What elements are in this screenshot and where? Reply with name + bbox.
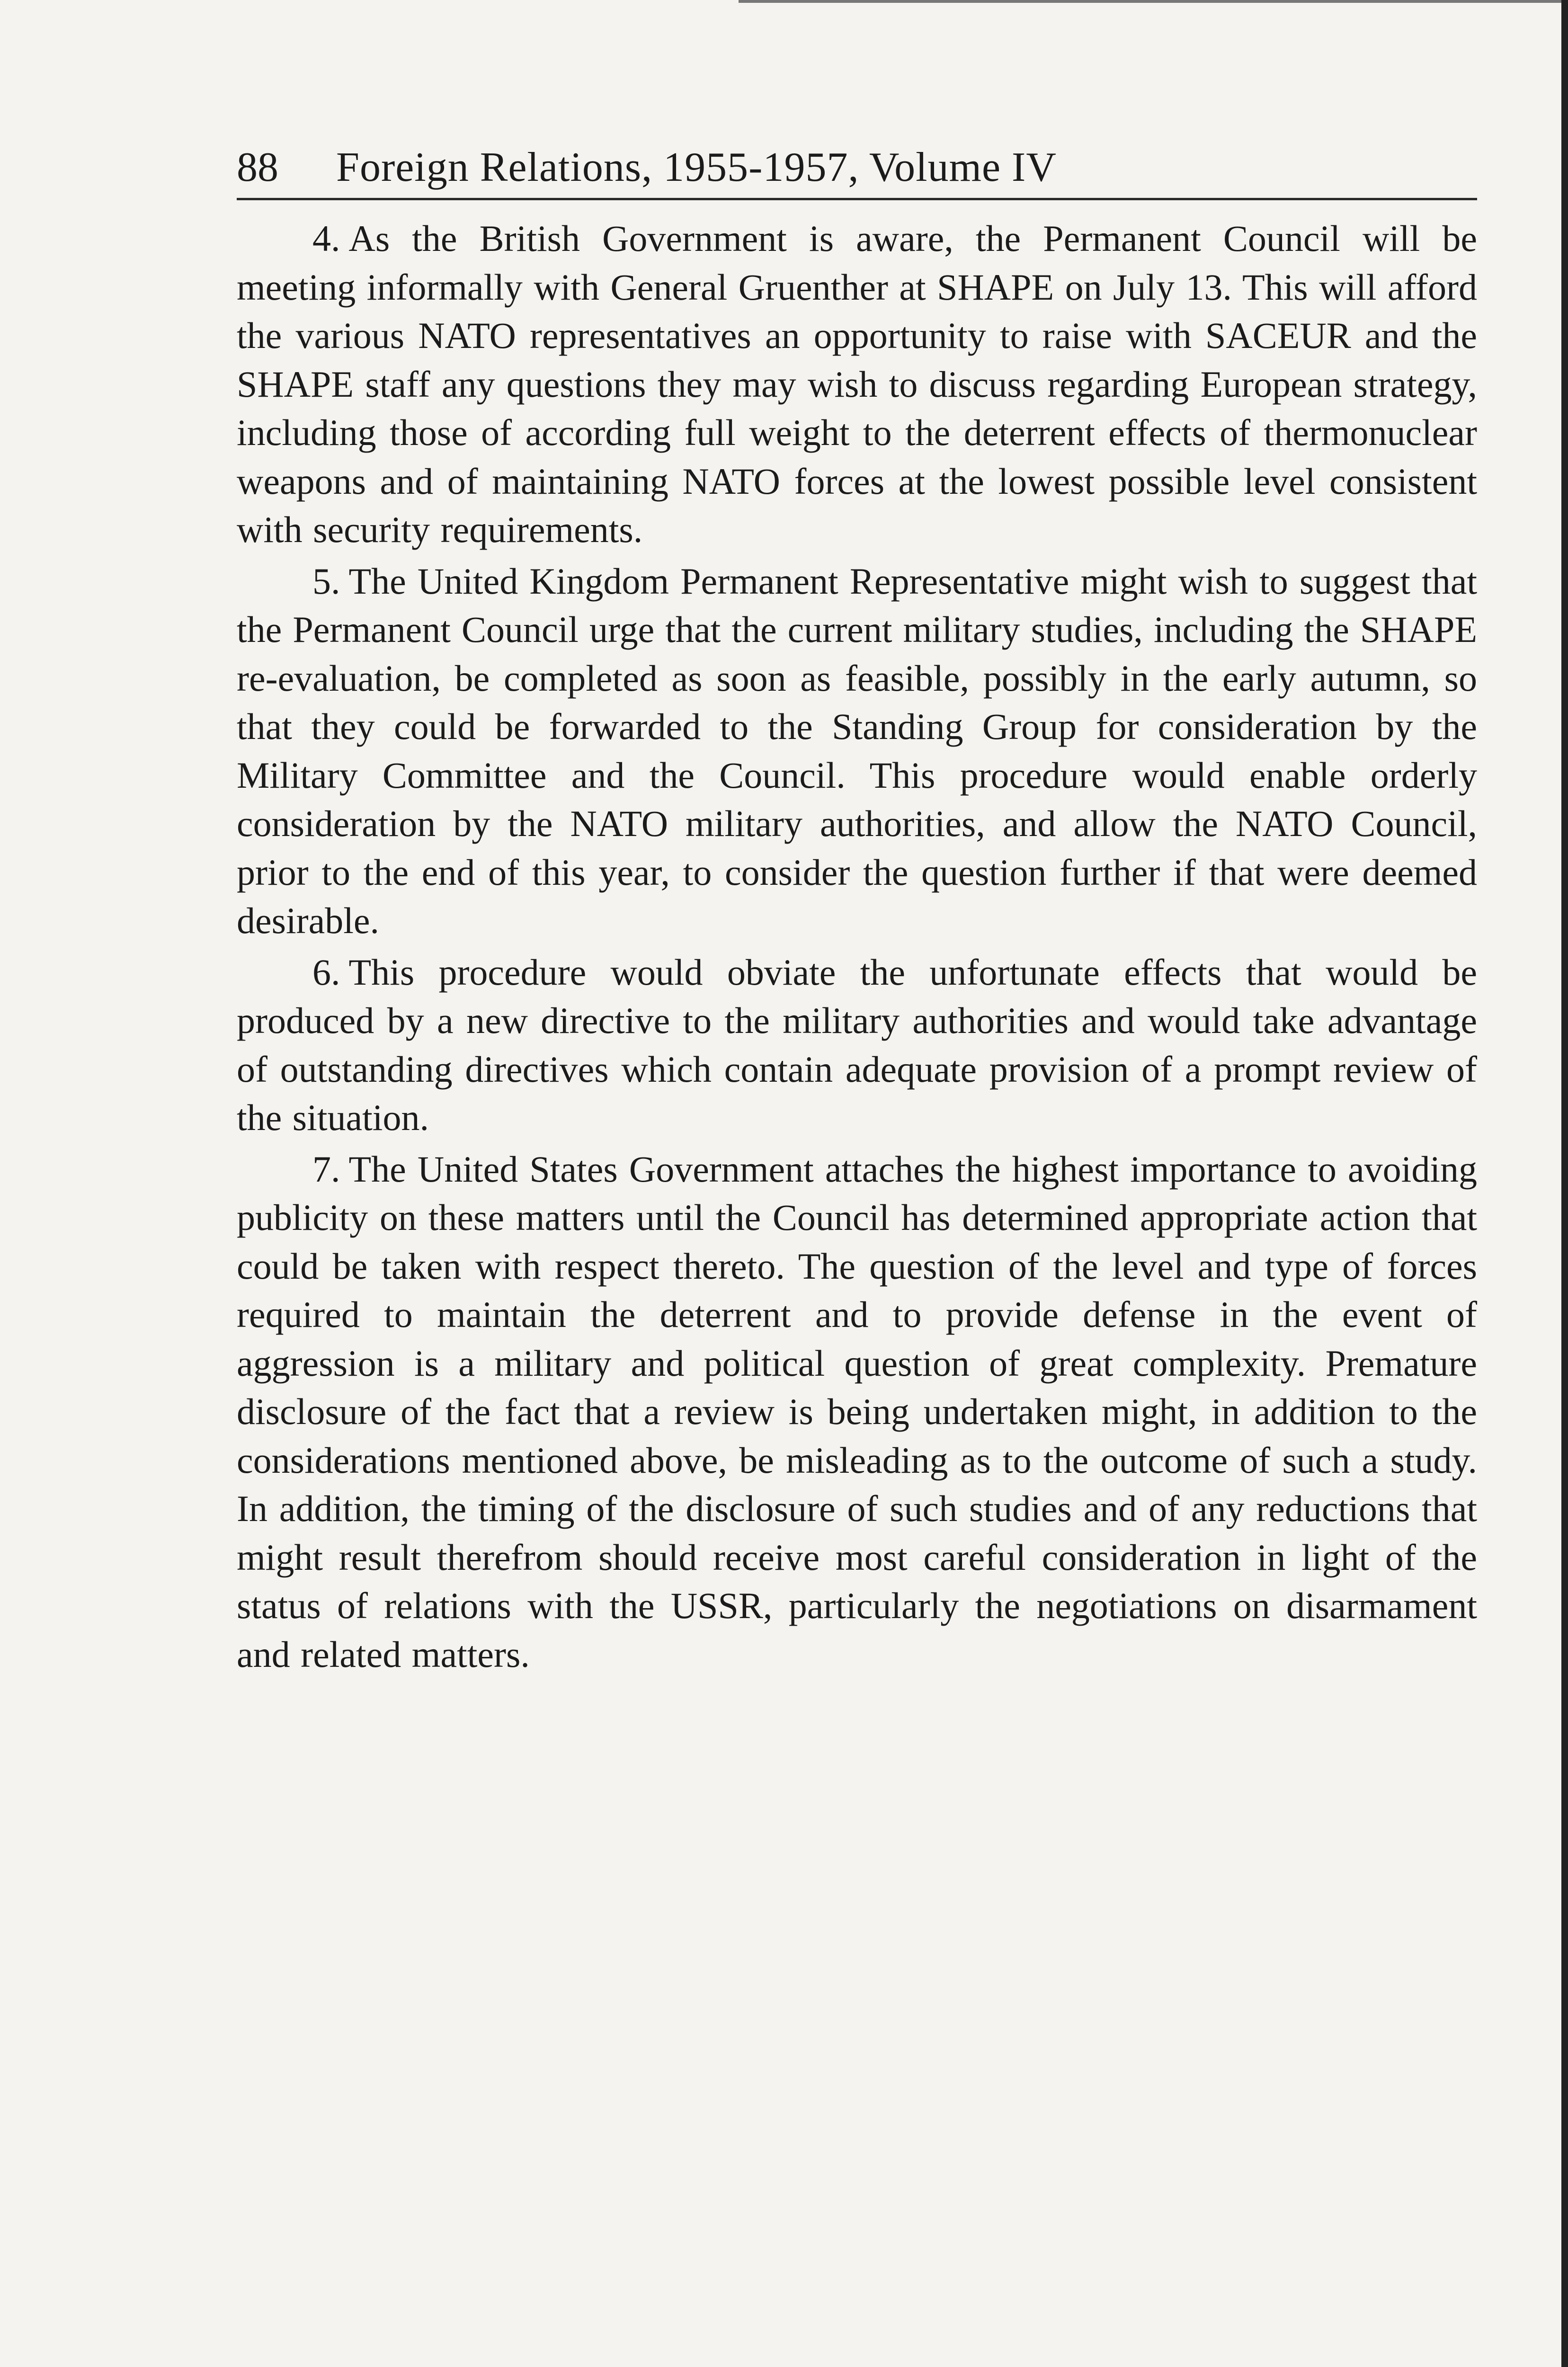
paragraph-text: This procedure would obviate the unfortunate effects that would be produced by a new directive to the military authorities and would take advantage of outstanding directives which contain adequate provision of a prompt review of the situation. <box>237 951 1477 1138</box>
page-number: 88 <box>237 144 278 190</box>
paragraph-number: 4. <box>312 218 340 259</box>
paragraph-number: 7. <box>312 1148 340 1190</box>
paragraph-7 <box>237 1145 1477 1679</box>
running-head <box>237 137 1477 200</box>
paragraph-text: As the British Government is aware, the Permanent Council will be meeting informally with General Gruenther at SHAPE on July 13. This will afford the various NATO representatives an opportunity to raise with SACEUR and the SHAPE staff any questions they may wish to discuss regarding European strategy, including those of according full weight to the deterrent effects of thermonuclear weapons and of maintaining NATO forces at the lowest possible level consistent with security requirements. <box>237 218 1477 550</box>
paragraph-5 <box>237 557 1477 945</box>
paragraph-number: 6. <box>312 951 340 993</box>
paragraph-4 <box>237 214 1477 554</box>
document-page <box>237 137 1477 1682</box>
running-head-title: Foreign Relations, 1955-1957, Volume IV <box>336 144 1057 190</box>
paragraph-6 <box>237 948 1477 1142</box>
paragraph-text: The United Kingdom Permanent Representative might wish to suggest that the Permanent Council urge that the current military studies, including the SHAPE re-evaluation, be completed as soon as feasible, possibly in the early autumn, so that they could be forwarded to the Standing Group for consideration by the Military Committee and the Council. This procedure would enable orderly consideration by the NATO military authorities, and allow the NATO Council, prior to the end of this year, to consider the question further if that were deemed desirable. <box>237 560 1477 941</box>
scan-top-edge <box>739 0 1568 3</box>
paragraph-text: The United States Government attaches the highest importance to avoiding publicity on these matters until the Council has determined appropriate action that could be taken with respect thereto. The question of the level and type of forces required to maintain the deterrent and to provide defense in the event of aggression is a military and political question of great complexity. Premature disclosure of the fact that a review is being undertaken might, in addition to the considerations mentioned above, be misleading as to the outcome of such a study. In addition, the timing of the disclosure of such studies and of any reductions that might result therefrom should receive most careful consideration in light of the status of relations with the USSR, particularly the negotiations on disarmament and related matters. <box>237 1148 1477 1675</box>
body-text <box>237 214 1477 1679</box>
scan-right-edge <box>1561 0 1568 2367</box>
paragraph-number: 5. <box>312 560 340 602</box>
